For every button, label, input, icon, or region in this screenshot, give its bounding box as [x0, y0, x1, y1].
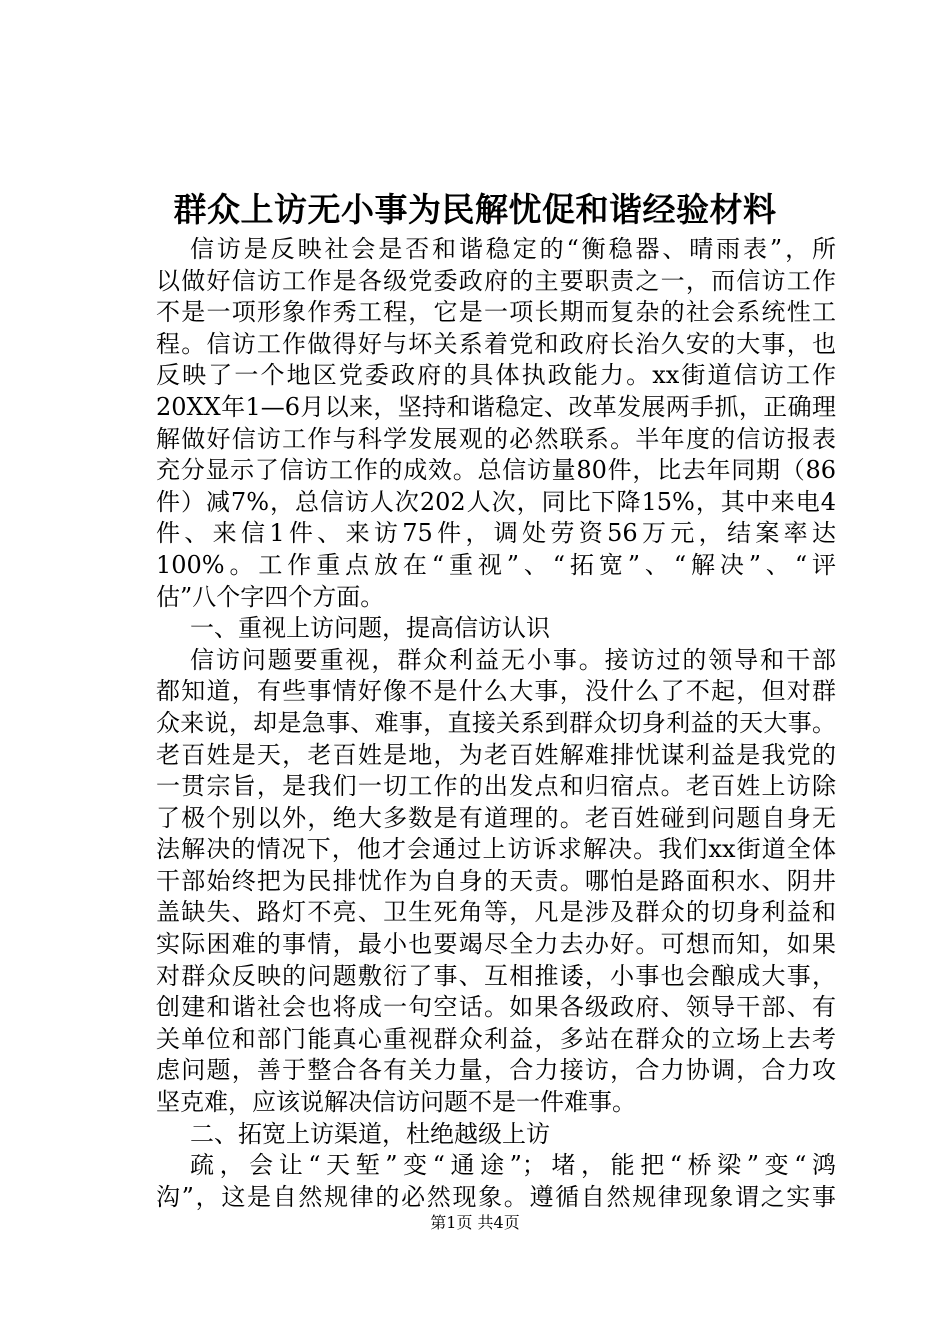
paragraph-line: 件）减7%，总信访人次202人次，同比下降15%，其中来电4 — [156, 487, 836, 516]
paragraph-line: 虑问题，善于整合各有关力量，合力接访，合力协调，合力攻 — [156, 1056, 836, 1085]
paragraph-line: 件、来信1件、来访75件，调处劳资56万元，结案率达 — [156, 519, 836, 548]
paragraph-line: 众来说，却是急事、难事，直接关系到群众切身利益的天大事。 — [156, 708, 836, 737]
paragraph-line: 老百姓是天，老百姓是地，为老百姓解难排忧谋利益是我党的 — [156, 740, 836, 769]
paragraph-line: 干部始终把为民排忧作为自身的天责。哪怕是路面积水、阴井 — [156, 866, 836, 895]
paragraph-line: 疏，会让“天堑”变“通途”；堵，能把“桥梁”变“鸿 — [190, 1151, 836, 1180]
section-heading: 二、拓宽上访渠道，杜绝越级上访 — [190, 1119, 550, 1148]
paragraph-line: 反映了一个地区党委政府的具体执政能力。xx街道信访工作 — [156, 361, 836, 390]
paragraph-line: 法解决的情况下，他才会通过上访诉求解决。我们xx街道全体 — [156, 835, 836, 864]
paragraph-line: 100%。工作重点放在“重视”、“拓宽”、“解决”、“评 — [156, 550, 836, 579]
paragraph-line: 盖缺失、路灯不亮、卫生死角等，凡是涉及群众的切身利益和 — [156, 898, 836, 927]
paragraph-line: 充分显示了信访工作的成效。总信访量80件，比去年同期（86 — [156, 456, 836, 485]
paragraph-line: 对群众反映的问题敷衍了事、互相推诿，小事也会酿成大事， — [156, 961, 836, 990]
paragraph-line: 了极个别以外，绝大多数是有道理的。老百姓碰到问题自身无 — [156, 803, 836, 832]
paragraph-line: 都知道，有些事情好像不是什么大事，没什么了不起，但对群 — [156, 677, 836, 706]
paragraph-line: 创建和谐社会也将成一句空话。如果各级政府、领导干部、有 — [156, 993, 836, 1022]
document-title: 群众上访无小事为民解忧促和谐经验材料 — [173, 190, 777, 229]
paragraph-line: 一贯宗旨，是我们一切工作的出发点和归宿点。老百姓上访除 — [156, 772, 836, 801]
paragraph-line: 坚克难，应该说解决信访问题不是一件难事。 — [156, 1088, 636, 1117]
paragraph-line: 实际困难的事情，最小也要竭尽全力去办好。可想而知，如果 — [156, 930, 836, 959]
paragraph-line: 估”八个字四个方面。 — [156, 582, 385, 611]
paragraph-line: 信访是反映社会是否和谐稳定的“衡稳器、晴雨表”，所 — [190, 235, 836, 263]
section-heading: 一、重视上访问题，提高信访认识 — [190, 614, 550, 643]
paragraph-line: 解做好信访工作与科学发展观的必然联系。半年度的信访报表 — [156, 424, 836, 453]
page-number-footer: 第1页 共4页 — [430, 1213, 520, 1232]
paragraph-line: 沟”，这是自然规律的必然现象。遵循自然规律现象谓之实事 — [156, 1182, 836, 1211]
paragraph-line: 20XX年1—6月以来，坚持和谐稳定、改革发展两手抓，正确理 — [156, 392, 836, 421]
paragraph-line: 关单位和部门能真心重视群众利益，多站在群众的立场上去考 — [156, 1024, 836, 1053]
paragraph-line: 不是一项形象作秀工程，它是一项长期而复杂的社会系统性工 — [156, 298, 836, 327]
paragraph-line: 信访问题要重视，群众利益无小事。接访过的领导和干部 — [190, 645, 836, 674]
paragraph-line: 以做好信访工作是各级党委政府的主要职责之一，而信访工作 — [156, 266, 836, 295]
document-body — [156, 234, 836, 1213]
paragraph-line: 程。信访工作做得好与坏关系着党和政府长治久安的大事，也 — [156, 329, 836, 358]
